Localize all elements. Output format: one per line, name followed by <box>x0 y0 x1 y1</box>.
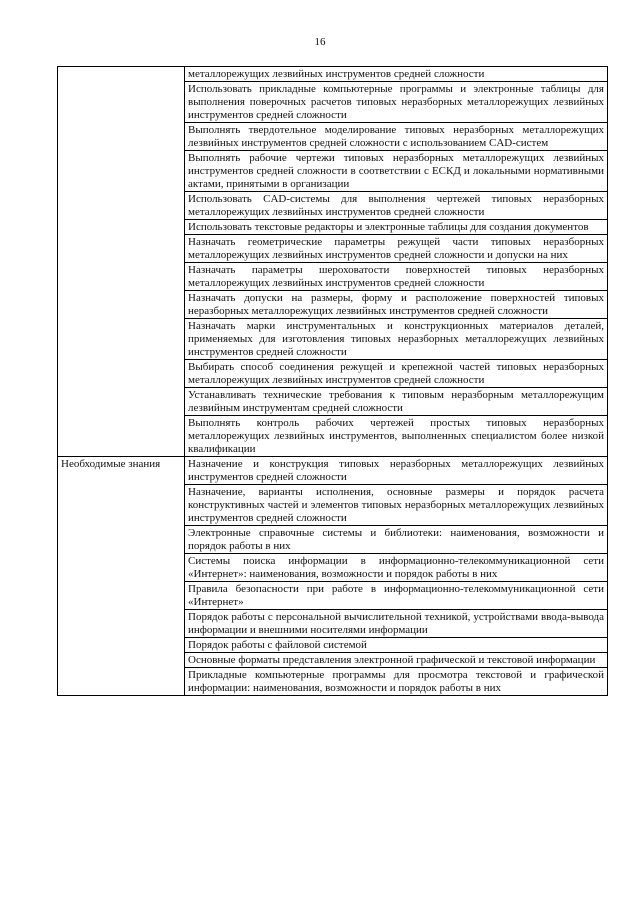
skills-item: Назначать параметры шероховатости поверхностей типовых неразборных металлорежущих лезвийных инструментов средней сложности <box>185 263 608 291</box>
knowledge-item: Электронные справочные системы и библиотеки: наименования, возможности и порядок работы в них <box>185 526 608 554</box>
knowledge-item: Правила безопасности при работе в информационно-телекоммуникационной сети «Интернет» <box>185 582 608 610</box>
skills-item: Выполнять рабочие чертежи типовых неразборных металлорежущих лезвийных инструментов средней сложности в соответствии с ЕСКД и локальными нормативными актами, принятыми в организации <box>185 151 608 192</box>
skills-row <box>58 67 608 82</box>
knowledge-item: Порядок работы с персональной вычислительной техникой, устройствами ввода-вывода информации и внешними носителями информации <box>185 610 608 638</box>
skills-item: Использовать CAD-системы для выполнения чертежей типовых неразборных металлорежущих лезвийных инструментов средней сложности <box>185 192 608 220</box>
skills-item: Выбирать способ соединения режущей и крепежной частей типовых неразборных металлорежущих лезвийных инструментов средней сложности <box>185 360 608 388</box>
knowledge-item: Порядок работы с файловой системой <box>185 638 608 653</box>
skills-item: Использовать прикладные компьютерные программы и электронные таблицы для выполнения поверочных расчетов типовых неразборных металлорежущих лезвийных инструментов средней сложности <box>185 82 608 123</box>
skills-item: Назначать допуски на размеры, форму и расположение поверхностей типовых неразборных металлорежущих лезвийных инструментов средней сложности <box>185 291 608 319</box>
knowledge-item: Назначение и конструкция типовых неразборных металлорежущих лезвийных инструментов средней сложности <box>185 457 608 485</box>
skills-item: Назначать геометрические параметры режущей части типовых неразборных металлорежущих лезвийных инструментов средней сложности и допуски на них <box>185 235 608 263</box>
skills-item: Выполнять твердотельное моделирование типовых неразборных металлорежущих лезвийных инструментов средней сложности с использованием CAD-систем <box>185 123 608 151</box>
knowledge-label-cell <box>58 457 185 696</box>
skills-item: Назначать марки инструментальных и конструкционных материалов деталей, применяемых для изготовления типовых неразборных металлорежущих лезвийных инструментов средней сложности <box>185 319 608 360</box>
requirements-table <box>57 66 608 696</box>
table-body <box>58 67 608 696</box>
knowledge-item: Системы поиска информации в информационно-телекоммуникационной сети «Интернет»: наименования, возможности и порядок работы в них <box>185 554 608 582</box>
knowledge-item: Прикладные компьютерные программы для просмотра текстовой и графической информации: наименования, возможности и порядок работы в них <box>185 668 608 696</box>
page-number: 16 <box>314 36 326 48</box>
skills-item: металлорежущих лезвийных инструментов средней сложности <box>185 67 608 82</box>
knowledge-label: Необходимые знания <box>61 458 161 470</box>
skills-item: Использовать текстовые редакторы и электронные таблицы для создания документов <box>185 220 608 235</box>
knowledge-row <box>58 457 608 485</box>
knowledge-item: Основные форматы представления электронной графической и текстовой информации <box>185 653 608 668</box>
skills-item: Устанавливать технические требования к типовым неразборным металлорежущим лезвийным инструментам средней сложности <box>185 388 608 416</box>
knowledge-item: Назначение, варианты исполнения, основные размеры и порядок расчета конструктивных частей и элементов типовых неразборных металлорежущих лезвийных инструментов средней сложности <box>185 485 608 526</box>
skills-label-cell <box>58 67 185 457</box>
skills-item: Выполнять контроль рабочих чертежей простых типовых неразборных металлорежущих лезвийных инструментов, выполненных специалистом более низкой квалификации <box>185 416 608 457</box>
